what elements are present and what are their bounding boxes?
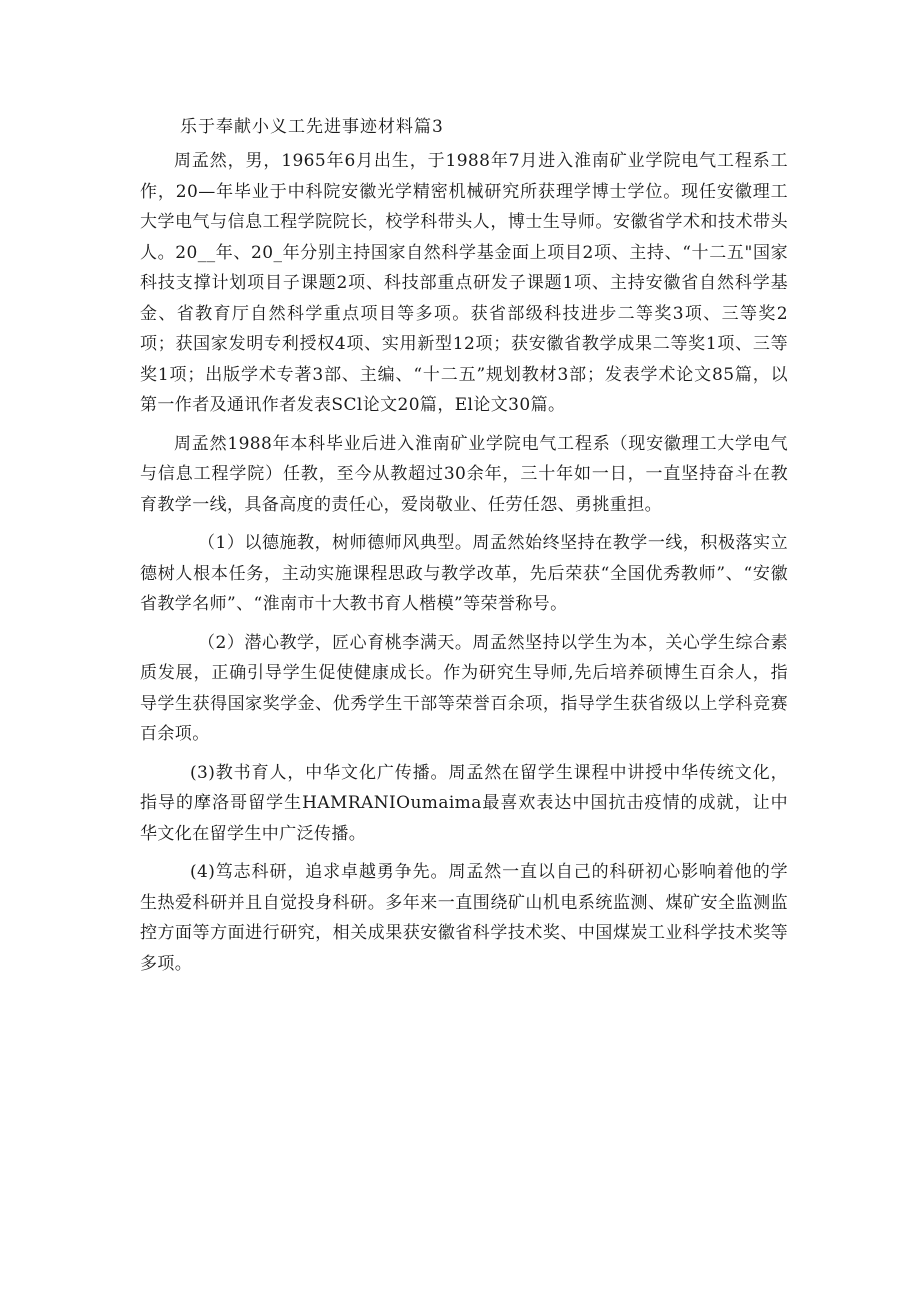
paragraph-biography: 周孟然，男，1965年6月出生，于1988年7月进入淮南矿业学院电气工程系工作，20—年毕业于中科院安徽光学精密机械研究所获理学博士学位。现任安徽理工大学电气与信息工程学院院长，校学科带头人，博士生导师。安徽省学术和技术带头人。20__年、20_年分别主持国家自然科学基金面上项目2项、主持、“十二五"国家科技支撑计划项目子课题2项、科技部重点研发子课题1项、主持安徽省自然科学基金、省教育厅自然科学重点项目等多项。获省部级科技进步二等奖3项、三等奖2项；获国家发明专利授权4项、实用新型12项；获安徽省教学成果二等奖1项、三等奖1项；出版学术专著3部、主编、“十二五”规划教材3部；发表学术论文85篇，以第一作者及通讯作者发表SCl论文20篇，El论文30篇。 [140,151,788,415]
paragraph-point-2: （2）潜心教学，匠心育桃李满天。周孟然坚持以学生为本，关心学生综合素质发展，正确引导学生促使健康成长。作为研究生导师,先后培养硕博生百余人，指导学生获得国家奖学金、优秀学生干部等荣誉百余项，指导学生获省级以上学科竞赛百余项。 [140,632,788,744]
document-body [140,112,788,987]
paragraph-point-3: (3)教书育人，中华文化广传播。周孟然在留学生课程中讲授中华传统文化，指导的摩洛哥留学生HAMRANIOumaima最喜欢表达中国抗击疫情的成就，让中华文化在留学生中广泛传播。 [140,762,788,844]
document-title: 乐于奉献小义工先进事迹材料篇3 [180,117,444,137]
paragraph-point-4: (4)笃志科研，追求卓越勇争先。周孟然一直以自己的科研初心影响着他的学生热爱科研并且自觉投身科研。多年来一直围绕矿山机电系统监测、煤矿安全监测监控方面等方面进行研究，相关成果获安徽省科学技术奖、中国煤炭工业科学技术奖等多项。 [140,862,788,974]
paragraph-career: 周孟然1988年本科毕业后进入淮南矿业学院电气工程系（现安徽理工大学电气与信息工程学院）任教，至今从教超过30余年，三十年如一日，一直坚持奋斗在教育教学一线，具备高度的责任心，爱岗敬业、任劳任怨、勇挑重担。 [140,433,788,515]
paragraph-point-1: （1）以德施教，树师德师风典型。周孟然始终坚持在教学一线，积极落实立德树人根本任务，主动实施课程思政与教学改革，先后荣获“全国优秀教师”、“安徽省教学名师”、“淮南市十大教书育人楷模”等荣誉称号。 [140,533,788,614]
